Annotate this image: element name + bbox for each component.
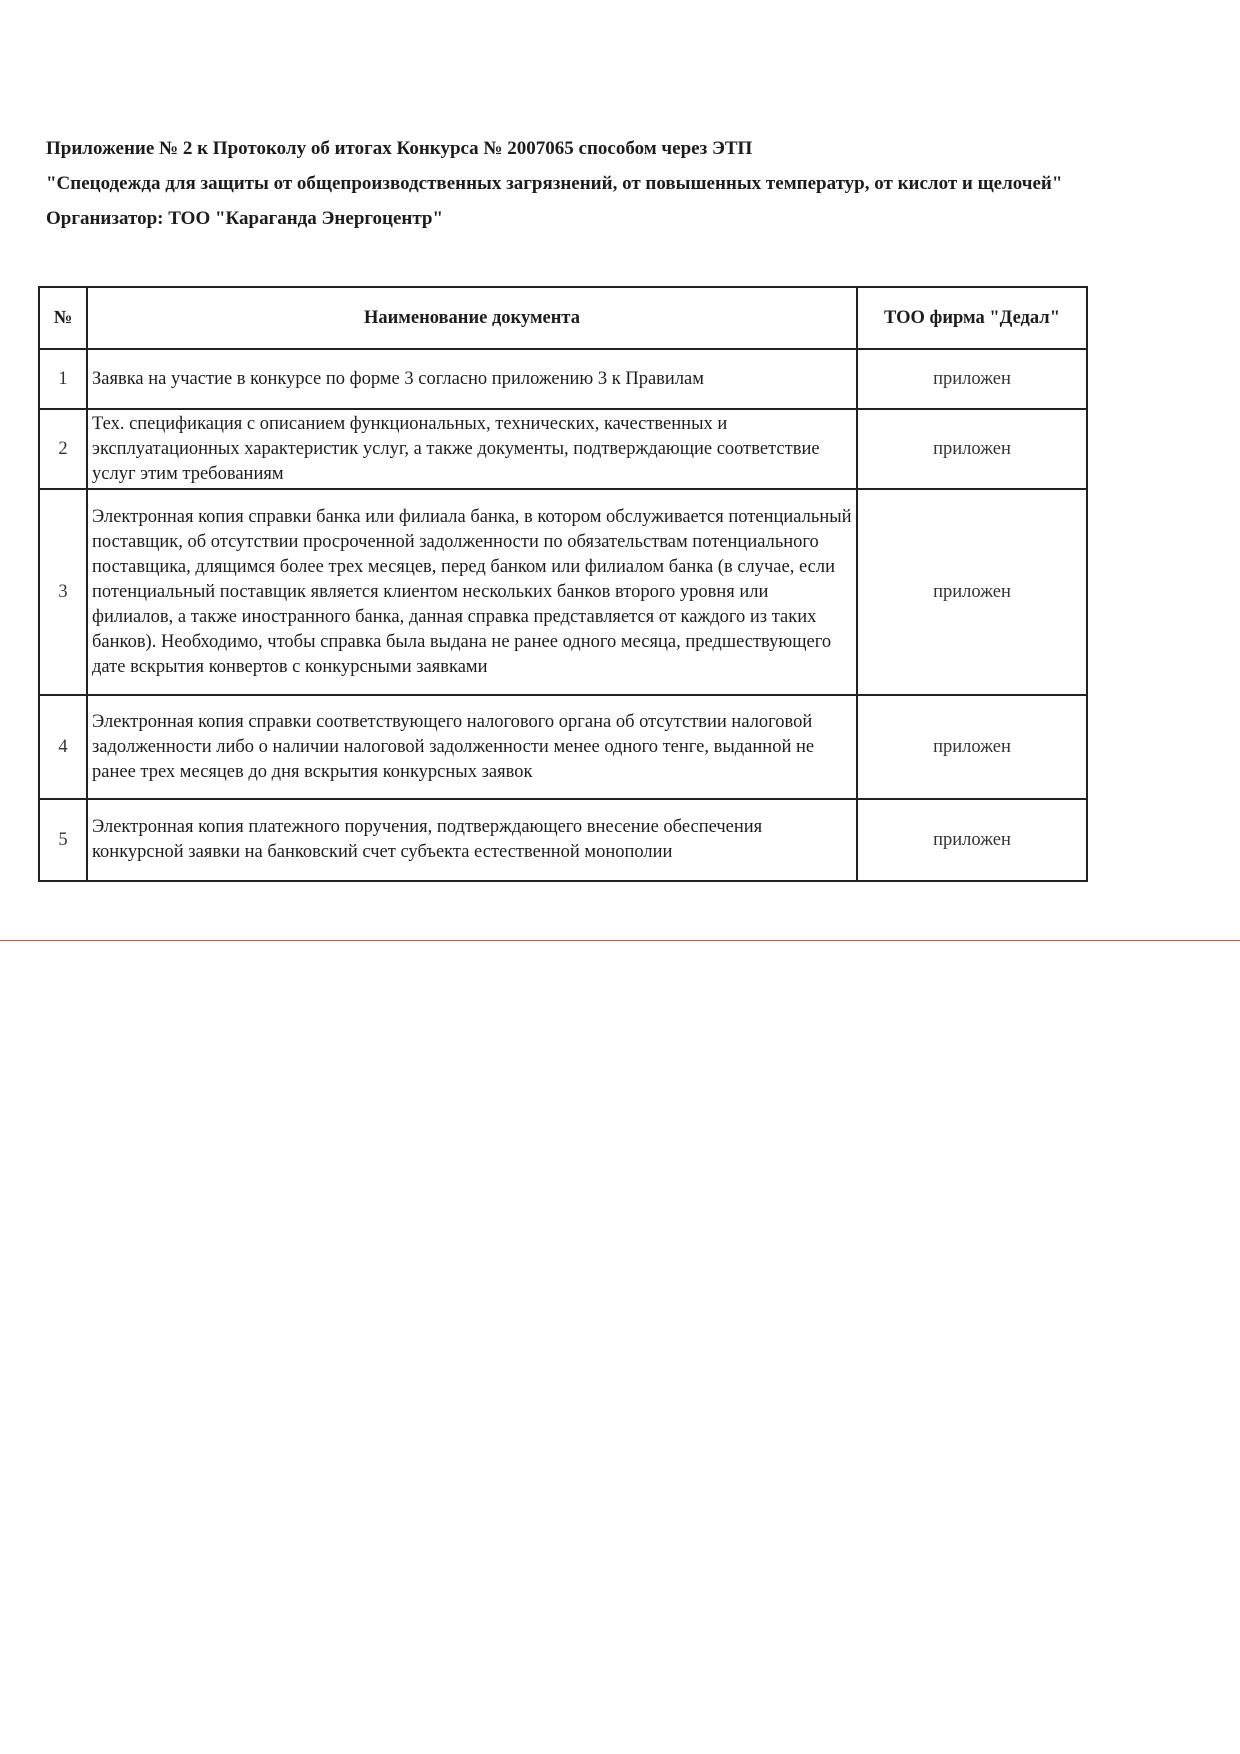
- table-row: [39, 799, 1087, 881]
- table-row: [39, 695, 1087, 799]
- documents-table: [38, 286, 1088, 882]
- organizer-line: Организатор: ТОО "Караганда Энергоцентр": [46, 208, 444, 229]
- column-header-supplier: ТОО фирма "Дедал": [857, 287, 1087, 349]
- document-name: Тех. спецификация с описанием функциональных, технических, качественных и эксплуатационных характеристик услуг, а также документы, подтверждающие соответствие услуг этим требованиям: [87, 409, 857, 489]
- document-name: Заявка на участие в конкурсе по форме 3 согласно приложению 3 к Правилам: [87, 349, 857, 409]
- appendix-title: Приложение № 2 к Протоколу об итогах Конкурса № 2007065 способом через ЭТП: [46, 138, 753, 159]
- document-status: приложен: [857, 695, 1087, 799]
- table-header-row: [39, 287, 1087, 349]
- column-header-document-name: Наименование документа: [87, 287, 857, 349]
- document-status: приложен: [857, 799, 1087, 881]
- table-row: [39, 489, 1087, 695]
- table-row: [39, 349, 1087, 409]
- row-number: 5: [39, 799, 87, 881]
- row-number: 2: [39, 409, 87, 489]
- tender-subject: "Спецодежда для защиты от общепроизводственных загрязнений, от повышенных температур, от кислот и щелочей": [46, 173, 1063, 194]
- table-row: [39, 409, 1087, 489]
- page-divider-line: [0, 940, 1240, 941]
- row-number: 3: [39, 489, 87, 695]
- row-number: 4: [39, 695, 87, 799]
- document-status: приложен: [857, 489, 1087, 695]
- column-header-number: №: [39, 287, 87, 349]
- row-number: 1: [39, 349, 87, 409]
- document-name: Электронная копия справки соответствующего налогового органа об отсутствии налоговой задолженности либо о наличии налоговой задолженности менее одного тенге, выданной не ранее трех месяцев до дня вскрытия конкурсных заявок: [87, 695, 857, 799]
- document-name: Электронная копия справки банка или филиала банка, в котором обслуживается потенциальный поставщик, об отсутствии просроченной задолженности по обязательствам потенциального поставщика, длящимся более трех месяцев, перед банком или филиалом банка (в случае, если потенциальный поставщик является клиентом нескольких банков второго уровня или филиалов, а также иностранного банка, данная справка представляется от каждого из таких банков). Необходимо, чтобы справка была выдана не ранее одного месяца, предшествующего дате вскрытия конвертов с конкурсными заявками: [87, 489, 857, 695]
- document-name: Электронная копия платежного поручения, подтверждающего внесение обеспечения конкурсной заявки на банковский счет субъекта естественной монополии: [87, 799, 857, 881]
- document-status: приложен: [857, 409, 1087, 489]
- document-status: приложен: [857, 349, 1087, 409]
- document-header: [46, 136, 1086, 231]
